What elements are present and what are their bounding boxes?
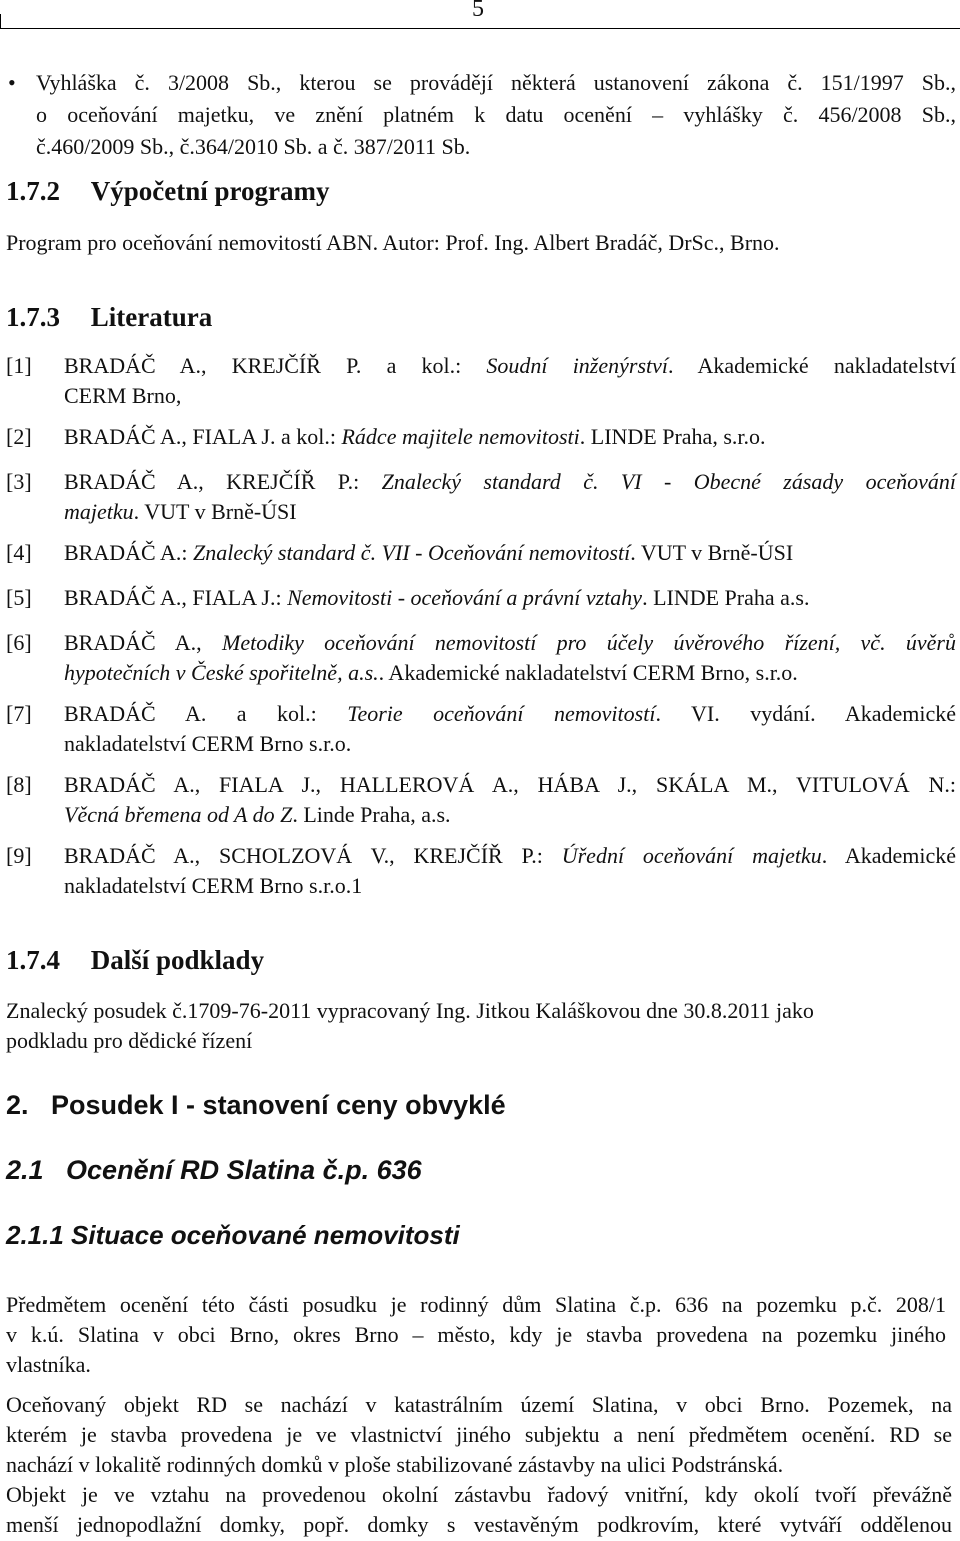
reference-publisher: . VUT v Brně-ÚSI: [133, 499, 297, 524]
reference-title: Teorie oceňování nemovitostí: [347, 701, 656, 726]
section-1-7-2-text: Program pro oceňování nemovitostí ABN. Autor: Prof. Ing. Albert Bradáč, DrSc., Brno.: [6, 230, 780, 255]
section-1-7-4-line-2: podkladu pro dědické řízení: [6, 1028, 253, 1053]
reference-title: Znalecký standard č. VII - Oceňování nemovitostí: [192, 540, 631, 565]
reference-line: [64, 658, 956, 688]
reference-publisher: . Akademické nakladatelství: [668, 353, 956, 378]
section-number: 1.7.3: [6, 302, 60, 332]
section-number: 1.7.4: [6, 945, 60, 975]
reference-number: [2]: [6, 424, 32, 449]
reference-line: [64, 699, 956, 729]
section-1-7-4-heading: [6, 944, 264, 976]
reference-line: [64, 628, 956, 658]
reference-number: [3]: [6, 469, 32, 494]
chapter-2-heading: 2. Posudek I - stanovení ceny obvyklé: [6, 1090, 506, 1120]
section-2-1-1-heading: 2.1.1 Situace oceňované nemovitosti: [6, 1220, 460, 1250]
reference-title: Rádce majitele nemovitosti: [341, 424, 580, 449]
reference-publisher: . VUT v Brně-ÚSI: [630, 540, 794, 565]
bullet-marker: •: [8, 70, 16, 95]
paragraph-line: Předmětem ocenění této části posudku je rodinný dům Slatina č.p. 636 na pozemku p.č. 208/1: [6, 1292, 946, 1317]
header-rule: [0, 28, 960, 29]
reference-line: [64, 841, 956, 871]
reference-title: Znalecký standard č. VI - Obecné zásady oceňování: [381, 469, 956, 494]
section-number: 1.7.2: [6, 176, 60, 206]
reference-title: Soudní inženýrství: [486, 353, 669, 378]
bullet-line-1: Vyhláška č. 3/2008 Sb., kterou se provádějí některá ustanovení zákona č. 151/1997 Sb.,: [36, 70, 956, 95]
reference-authors: BRADÁČ A. a kol.:: [64, 701, 348, 726]
section-title: Další podklady: [90, 945, 265, 975]
paragraph-line: Oceňovaný objekt RD se nachází v katastrálním území Slatina, v obci Brno. Pozemek, na: [6, 1392, 952, 1417]
reference-authors: BRADÁČ A., SCHOLZOVÁ V., KREJČÍŘ P.:: [64, 843, 562, 868]
page-header: [0, 0, 960, 30]
reference-number: [5]: [6, 585, 32, 610]
reference-authors: BRADÁČ A., KREJČÍŘ P.:: [64, 469, 382, 494]
paragraph-line: Objekt je ve vztahu na provedenou okolní zástavbu řadový vnitřní, kdy okolí tvoří převážně: [6, 1482, 952, 1507]
reference-number: [6]: [6, 630, 32, 655]
section-1-7-3-heading: [6, 301, 212, 333]
reference-title: hypotečních v České spořitelně, a.s.: [64, 660, 379, 685]
section-title: Výpočetní programy: [90, 176, 330, 206]
reference-line: [64, 351, 956, 381]
paragraph-line: vlastníka.: [6, 1352, 91, 1377]
section-1-7-2-heading: [6, 175, 329, 207]
reference-publisher: . LINDE Praha a.s.: [642, 585, 810, 610]
reference-line: [64, 800, 956, 830]
reference-authors: BRADÁČ A.:: [64, 540, 193, 565]
reference-publisher: . VI. vydání. Akademické: [655, 701, 956, 726]
reference-authors: BRADÁČ A., FIALA J. a kol.:: [64, 424, 342, 449]
reference-title: Metodiky oceňování nemovitostí pro účely úvěrového řízení, vč. úvěrů: [222, 630, 956, 655]
reference-number: [7]: [6, 701, 32, 726]
reference-authors: BRADÁČ A., KREJČÍŘ P. a kol.:: [64, 353, 487, 378]
reference-line: CERM Brno,: [64, 383, 182, 408]
bullet-line-2: o oceňování majetku, ve znění platném k datu ocenění – vyhlášky č. 456/2008 Sb.,: [36, 102, 956, 127]
reference-title: majetku: [64, 499, 134, 524]
paragraph-line: v k.ú. Slatina v obci Brno, okres Brno – město, kdy je stavba provedena na pozemku jiného: [6, 1322, 946, 1347]
reference-number: [9]: [6, 843, 32, 868]
reference-number: [4]: [6, 540, 32, 565]
paragraph-line: menší jednopodlažní domky, popř. domky s vestavěným podkrovím, které vytváří oddělenou: [6, 1512, 952, 1537]
bullet-line-3: č.460/2009 Sb., č.364/2010 Sb. a č. 387/2011 Sb.: [36, 134, 471, 159]
reference-line: nakladatelství CERM Brno s.r.o.1: [64, 873, 363, 898]
paragraph-1: [6, 1290, 946, 1380]
header-rule-tick: [0, 14, 1, 28]
reference-publisher: . LINDE Praha, s.r.o.: [579, 424, 766, 449]
paragraph-line: nachází v lokalitě rodinných domků v ploše stabilizované zástavby na ulici Podstránská.: [6, 1452, 784, 1477]
paragraph-2: [6, 1390, 952, 1540]
section-2-1-heading: 2.1 Ocenění RD Slatina č.p. 636: [6, 1155, 422, 1185]
reference-line: [64, 467, 956, 497]
reference-authors: BRADÁČ A., FIALA J.:: [64, 585, 288, 610]
reference-title: Věcná břemena od A do Z: [64, 802, 293, 827]
reference-number: [1]: [6, 353, 32, 378]
reference-number: [8]: [6, 772, 32, 797]
reference-publisher: . Linde Praha, a.s.: [292, 802, 451, 827]
reference-publisher: . Akademické: [821, 843, 956, 868]
reference-title: Nemovitosti - oceňování a právní vztahy: [287, 585, 643, 610]
section-1-7-4-line-1: Znalecký posudek č.1709-76-2011 vypracovaný Ing. Jitkou Kaláškovou dne 30.8.2011 jako: [6, 998, 814, 1023]
reference-publisher: . Akademické nakladatelství CERM Brno, s.r.o.: [378, 660, 798, 685]
page-number: 5: [472, 0, 484, 22]
section-title: Literatura: [90, 302, 213, 332]
paragraph-line: kterém je stavba provedena je ve vlastnictví jiného subjektu a není předmětem ocenění. RD se: [6, 1422, 952, 1447]
reference-line: [64, 497, 956, 527]
reference-item: [6, 351, 956, 413]
reference-line: BRADÁČ A., FIALA J., HALLEROVÁ A., HÁBA J., SKÁLA M., VITULOVÁ N.:: [64, 772, 956, 797]
reference-list: [6, 351, 956, 911]
reference-authors: BRADÁČ A.,: [64, 630, 223, 655]
reference-title: Úřední oceňování majetku: [561, 843, 822, 868]
reference-line: nakladatelství CERM Brno s.r.o.: [64, 731, 352, 756]
